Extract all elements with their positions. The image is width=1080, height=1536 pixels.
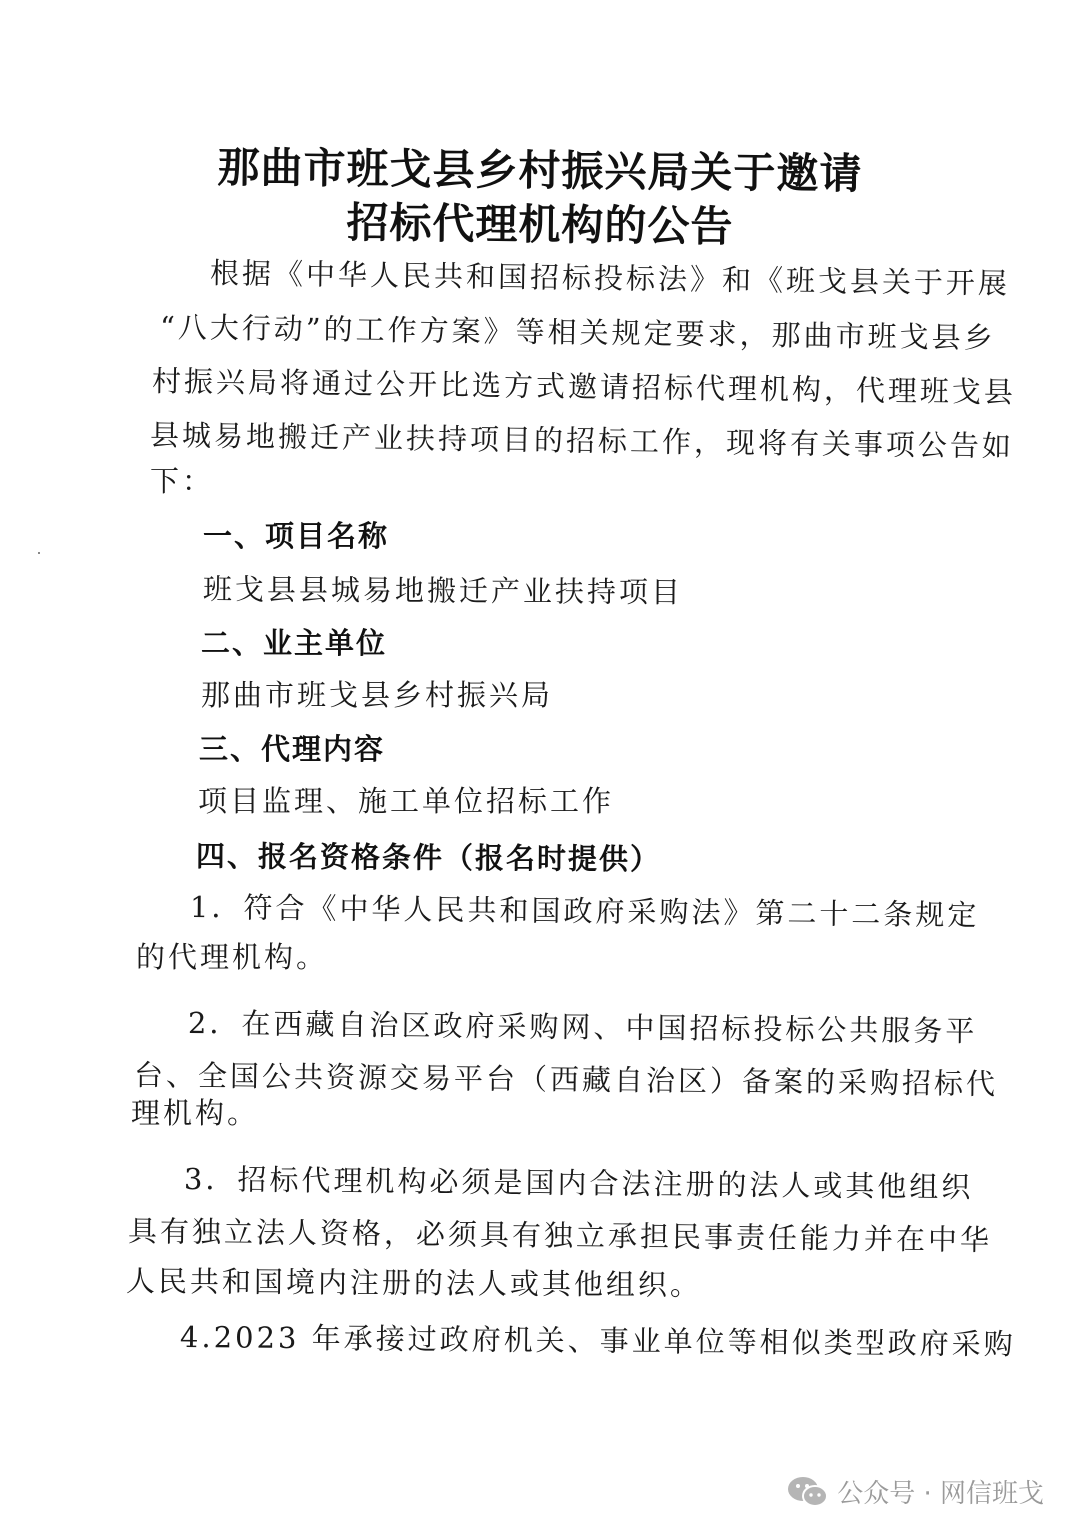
intro-line: 村振兴局将通过公开比选方式邀请招标代理机构，代理班戈县 — [151, 364, 1017, 410]
wechat-icon — [787, 1475, 829, 1509]
watermark — [787, 1473, 1044, 1510]
intro-line: 县城易地搬迁产业扶持项目的招标工作，现将有关事项公告如 — [149, 418, 1015, 464]
intro-line: 根据《中华人民共和国招标投标法》和《班戈县关于开展 — [209, 256, 1011, 301]
qualification-item-1-cont: 的代理机构。 — [136, 940, 329, 974]
intro-line: 下： — [150, 464, 215, 498]
section-heading-owner: 二、业主单位 — [201, 626, 388, 660]
scan-speck — [38, 552, 40, 554]
qualification-item-2: 2．在西藏自治区政府采购网、中国招标投标公共服务平 — [187, 1006, 978, 1049]
qualification-item-2-cont: 台、全国公共资源交易平台（西藏自治区）备案的采购招标代 — [133, 1058, 999, 1102]
owner-value: 那曲市班戈县乡村振兴局 — [201, 678, 554, 712]
document-title-line-1: 那曲市班戈县乡村振兴局关于邀请 — [217, 142, 863, 199]
project-name-value: 班戈县县城易地搬迁产业扶持项目 — [202, 572, 684, 610]
section-heading-qualifications: 四、报名资格条件（报名时提供） — [195, 839, 662, 877]
qualification-item-3-cont: 人民共和国境内注册的法人或其他组织。 — [125, 1264, 703, 1303]
qualification-item-4: 4.2023 年承接过政府机关、事业单位等相似类型政府采购 — [179, 1320, 1016, 1362]
qualification-item-3: 3．招标代理机构必须是国内合法注册的法人或其他组织 — [183, 1162, 974, 1205]
intro-line: “八大行动”的工作方案》等相关规定要求，那曲市班戈县乡 — [159, 310, 996, 355]
document-title-line-2: 招标代理机构的公告 — [346, 197, 734, 252]
section-heading-agency-content: 三、代理内容 — [199, 732, 386, 766]
qualification-item-3-cont: 具有独立法人资格，必须具有独立承担民事责任能力并在中华 — [127, 1214, 993, 1258]
qualification-item-1: 1．符合《中华人民共和国政府采购法》第二十二条规定 — [189, 890, 980, 933]
watermark-text: 公众号 · 网信班戈 — [837, 1479, 1044, 1509]
qualification-item-2-cont: 理机构。 — [131, 1096, 260, 1130]
section-heading-project-name: 一、项目名称 — [203, 519, 390, 553]
agency-content-value: 项目监理、施工单位招标工作 — [198, 784, 615, 818]
